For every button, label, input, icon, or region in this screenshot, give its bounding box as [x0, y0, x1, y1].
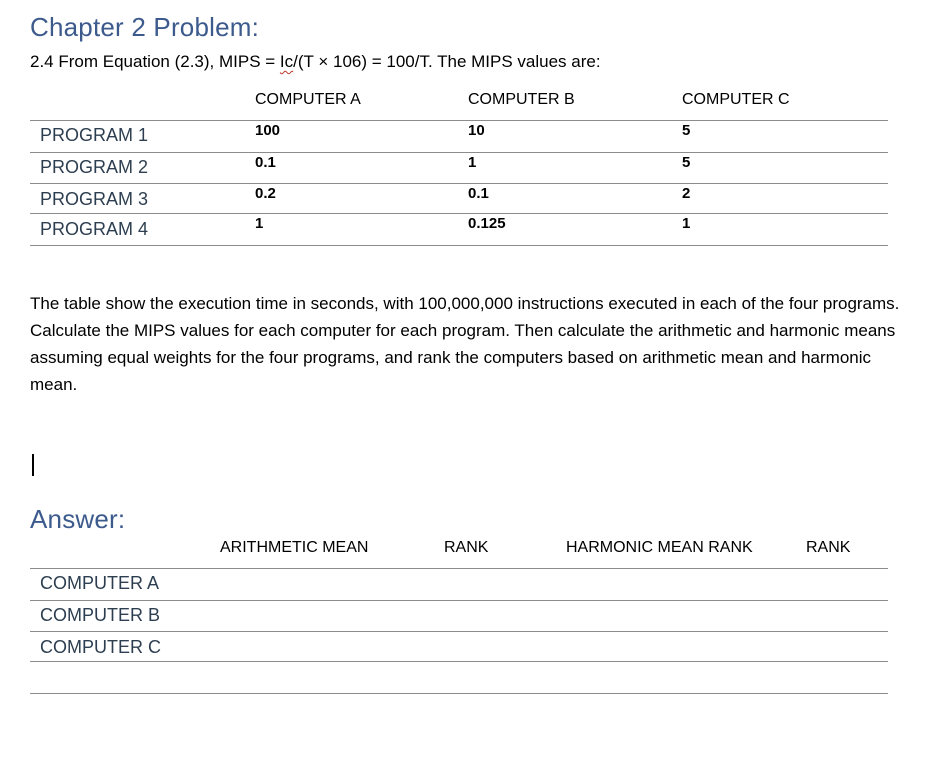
- table-divider: [30, 693, 888, 694]
- row-label-computer-b: COMPUTER B: [40, 605, 161, 625]
- intro-line: [30, 52, 601, 72]
- cell-p1-c: 5: [682, 122, 691, 139]
- table-divider: [30, 120, 888, 121]
- text-cursor[interactable]: [32, 454, 34, 476]
- header-arithmetic-mean: ARITHMETIC MEAN: [220, 539, 369, 556]
- cell-p3-c: 2: [682, 185, 691, 202]
- table-divider: [30, 661, 888, 662]
- header-computer-c: COMPUTER C: [682, 91, 790, 108]
- table-divider: [30, 631, 888, 632]
- row-label-program-2: PROGRAM 2: [40, 157, 149, 177]
- problem-description: The table show the execution time in seconds, with 100,000,000 instructions executed in each of the four programs. Calculate the MIPS values for each computer for each program. Then calculate the arithmetic and harmonic means assuming equal weights for the four programs, and rank the computers based on arithmetic mean and harmonic mean.: [30, 294, 900, 394]
- row-label-computer-c: COMPUTER C: [40, 637, 161, 657]
- cell-p1-b: 10: [468, 122, 485, 139]
- header-computer-b: COMPUTER B: [468, 91, 575, 108]
- cell-p2-c: 5: [682, 154, 691, 171]
- row-label-program-1: PROGRAM 1: [40, 125, 149, 145]
- cell-p4-c: 1: [682, 215, 691, 232]
- cell-p2-b: 1: [468, 154, 477, 171]
- cell-p2-a: 0.1: [255, 154, 276, 171]
- header-rank-1: RANK: [444, 539, 489, 556]
- answer-title: Answer:: [30, 504, 126, 534]
- cell-p3-b: 0.1: [468, 185, 489, 202]
- cell-p4-b: 0.125: [468, 215, 506, 232]
- table-divider: [30, 568, 888, 569]
- cell-p3-a: 0.2: [255, 185, 276, 202]
- chapter-title: Chapter 2 Problem:: [30, 12, 260, 42]
- intro-after: /(T × 106) = 100/T. The MIPS values are:: [293, 52, 601, 71]
- row-label-computer-a: COMPUTER A: [40, 573, 160, 593]
- header-harmonic-mean-rank: HARMONIC MEAN RANK: [566, 539, 753, 556]
- header-computer-a: COMPUTER A: [255, 91, 361, 108]
- table-divider: [30, 213, 888, 214]
- cell-p1-a: 100: [255, 122, 281, 139]
- row-label-program-4: PROGRAM 4: [40, 219, 149, 239]
- spellcheck-word: Ic: [279, 52, 294, 71]
- table-divider: [30, 245, 888, 246]
- table-divider: [30, 152, 888, 153]
- cell-p4-a: 1: [255, 215, 264, 232]
- table-divider: [30, 600, 888, 601]
- table-divider: [30, 183, 888, 184]
- row-label-program-3: PROGRAM 3: [40, 189, 149, 209]
- header-rank-2: RANK: [806, 539, 851, 556]
- intro-before: 2.4 From Equation (2.3), MIPS =: [30, 52, 280, 71]
